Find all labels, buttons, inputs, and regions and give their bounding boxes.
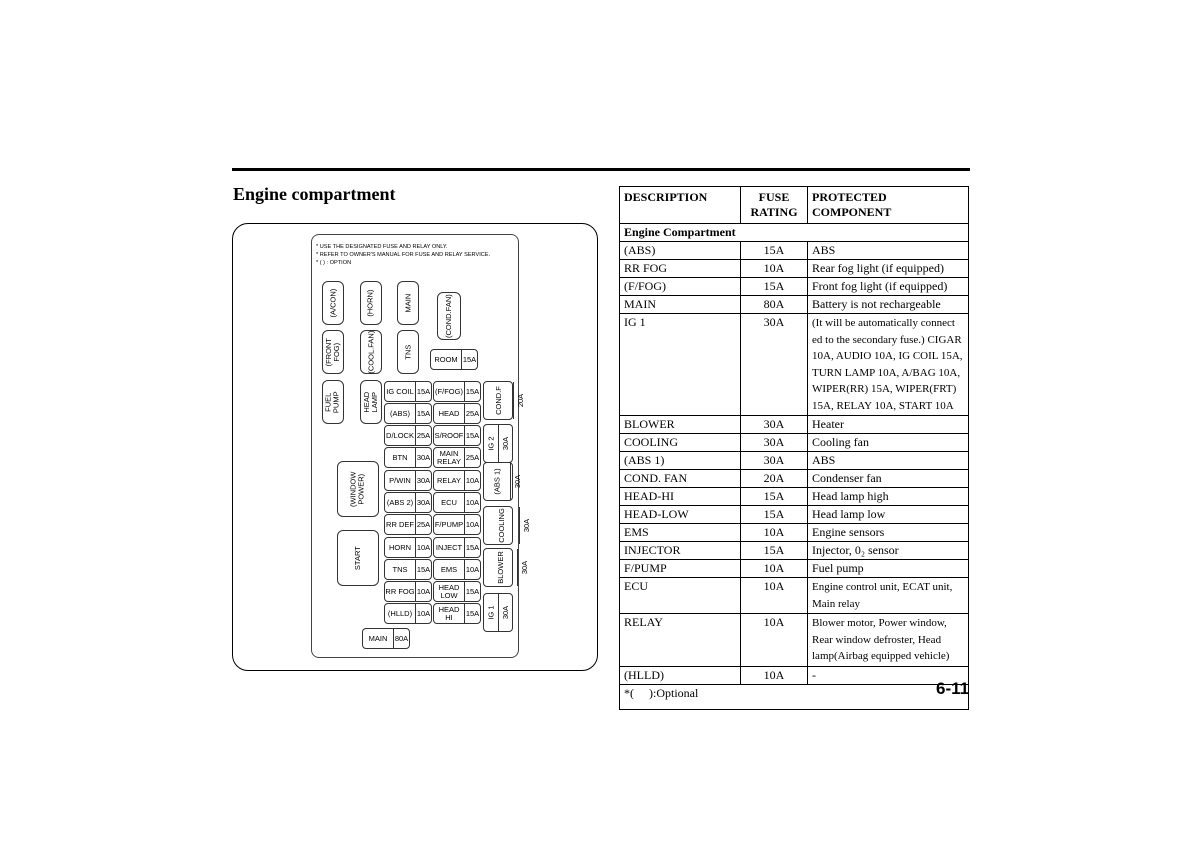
fuse-rating: 15A: [464, 426, 480, 445]
cell-component: Engine sensors: [808, 524, 969, 542]
fuse-rating: 30A: [415, 493, 431, 512]
fuse-label-text: IG 2: [486, 436, 496, 451]
cell-description: COOLING: [620, 434, 741, 452]
fuse-label: F/PUMP: [434, 519, 464, 529]
relay-horn: (HORN): [360, 281, 382, 325]
cell-component: Rear fog light (if equipped): [808, 260, 969, 278]
table-row: [620, 296, 969, 314]
cell-description: IG 1: [620, 314, 741, 416]
cell-component: Fuel pump: [808, 560, 969, 578]
fuse-rating: 10A: [415, 582, 431, 601]
cell-description: MAIN: [620, 296, 741, 314]
cell-description: HEAD-LOW: [620, 506, 741, 524]
table-row: [620, 242, 969, 260]
fuse-room: ROOM 15A: [430, 349, 478, 370]
fuse-vertical: [483, 593, 513, 632]
cell-description: RELAY: [620, 614, 741, 667]
fuse-left: [384, 603, 432, 624]
fuse-mid: [433, 581, 481, 602]
fuse-vertical: [483, 548, 529, 587]
cell-component: Head lamp low: [808, 506, 969, 524]
fuse-rating: [498, 425, 512, 462]
fuse-label: MAIN RELAY: [436, 449, 462, 466]
fuse-mid: [433, 603, 481, 624]
relay-fuel-pump: FUEL PUMP: [322, 380, 344, 424]
table-row: [620, 614, 969, 667]
cell-rating: 15A: [741, 242, 808, 260]
fuse-label-text: COND.F: [493, 386, 503, 415]
cell-rating: 80A: [741, 296, 808, 314]
table-row: [620, 314, 969, 416]
fuse-rating: 15A: [464, 538, 480, 557]
diagram-note: * REFER TO OWNER'S MANUAL FOR FUSE AND RELAY SERVICE.: [316, 252, 491, 258]
fuse-label: [484, 463, 510, 500]
fuse-mid: [433, 447, 481, 468]
fuse-rating: [510, 463, 524, 500]
fuse-label: (ABS): [389, 408, 410, 418]
cell-rating: 10A: [741, 666, 808, 684]
fuse-rating: 30A: [415, 448, 431, 467]
cell-description: ECU: [620, 578, 741, 614]
fuse-left: [384, 559, 432, 580]
fuse-vertical: [483, 381, 525, 420]
fuse-label-text: COOLING: [496, 508, 506, 543]
cell-rating: 15A: [741, 542, 808, 560]
cell-description: BLOWER: [620, 416, 741, 434]
fuse-vertical: [483, 506, 531, 545]
fuse-label: D/LOCK: [386, 430, 414, 440]
table-row: [620, 260, 969, 278]
diagram-note: * ( ) : OPTION: [316, 260, 352, 266]
cell-rating: 10A: [741, 578, 808, 614]
cell-description: F/PUMP: [620, 560, 741, 578]
cell-description: (F/FOG): [620, 278, 741, 296]
relay-head-lamp: HEAD LAMP: [360, 380, 382, 424]
fuse-rating: [517, 549, 531, 586]
fuse-rating: [519, 507, 533, 544]
fuse-label: HORN: [388, 542, 412, 552]
fuse-rating: 15A: [464, 604, 480, 623]
fuse-label: HEAD HI: [438, 605, 460, 622]
cell-component: Injector, 0₂ sensor: [808, 542, 969, 560]
header-component: PROTECTED COMPONENT: [808, 187, 969, 224]
section-title: Engine compartment: [233, 184, 396, 204]
cell-component: Condenser fan: [808, 470, 969, 488]
fuse-vertical: [483, 462, 523, 501]
fuse-label: S/ROOF: [434, 430, 464, 440]
relay-start: START: [337, 530, 379, 586]
fuse-label: INJECT: [435, 542, 463, 552]
cell-rating: 30A: [741, 314, 808, 416]
fuse-left: [384, 537, 432, 558]
relay-main: MAIN: [397, 281, 419, 325]
cell-rating: 15A: [741, 278, 808, 296]
fuse-label: [484, 425, 498, 462]
table-row: [620, 278, 969, 296]
group-title: Engine Compartment: [620, 224, 969, 242]
cell-rating: 15A: [741, 488, 808, 506]
fuse-left: [384, 492, 432, 513]
table-row: [620, 452, 969, 470]
fuse-label: EMS: [440, 564, 458, 574]
table-row: [620, 416, 969, 434]
cell-description: COND. FAN: [620, 470, 741, 488]
cell-rating: 10A: [741, 524, 808, 542]
cell-rating: 30A: [741, 434, 808, 452]
fuse-label: [484, 549, 517, 586]
fuse-label: [484, 382, 513, 419]
fuse-label: IG COIL: [386, 386, 414, 396]
cell-description: (ABS 1): [620, 452, 741, 470]
cell-component: Blower motor, Power window, Rear window defroster, Head lamp(Airbag equipped vehicle): [808, 614, 969, 667]
fuse-mid: [433, 559, 481, 580]
cell-component: Cooling fan: [808, 434, 969, 452]
table-row: [620, 434, 969, 452]
fuse-mid: [433, 514, 481, 535]
cell-component: Front fog light (if equipped): [808, 278, 969, 296]
cell-rating: 30A: [741, 452, 808, 470]
fuse-rating: 10A: [415, 604, 431, 623]
fuse-label: TNS: [392, 564, 408, 574]
relay-cool-fan: (COOL.FAN): [360, 330, 382, 374]
cell-component: Engine control unit, ECAT unit, Main relay: [808, 578, 969, 614]
header-rating: FUSE RATING: [741, 187, 808, 224]
cell-description: HEAD-HI: [620, 488, 741, 506]
fuse-label: ECU: [441, 497, 457, 507]
fuse-label: (ABS 2): [386, 497, 414, 507]
fuse-label: P/WIN: [389, 475, 411, 485]
cell-rating: 20A: [741, 470, 808, 488]
fuse-mid: [433, 537, 481, 558]
cell-description: INJECTOR: [620, 542, 741, 560]
cell-rating: 10A: [741, 560, 808, 578]
fuse-rating: 10A: [415, 538, 431, 557]
table-row: [620, 542, 969, 560]
fuse-mid: [433, 381, 481, 402]
fuse-rating-text: 30A: [513, 474, 523, 489]
fuse-label: RR DEF: [386, 519, 414, 529]
cell-description: (ABS): [620, 242, 741, 260]
fuse-main: MAIN 80A: [362, 628, 410, 649]
relay-cond-fan: (COND.FAN): [437, 292, 461, 340]
cell-description: EMS: [620, 524, 741, 542]
cell-component: Heater: [808, 416, 969, 434]
fuse-rating-text: 30A: [501, 436, 511, 451]
fuse-label: HEAD: [438, 408, 460, 418]
table-row: [620, 506, 969, 524]
fuse-label: HEAD LOW: [438, 583, 460, 600]
cell-component: ABS: [808, 242, 969, 260]
fuse-rating: 25A: [415, 426, 431, 445]
fuse-rating: 10A: [464, 515, 480, 534]
fuse-left: [384, 514, 432, 535]
cell-rating: 10A: [741, 260, 808, 278]
fuse-rating: 10A: [464, 493, 480, 512]
diagram-note: * USE THE DESIGNATED FUSE AND RELAY ONLY.: [316, 244, 448, 250]
table-header-row: [620, 187, 969, 224]
fuse-label: [484, 594, 498, 631]
fuse-rating: 15A: [464, 382, 480, 401]
footnote-row: [620, 684, 969, 709]
fuse-label: [484, 507, 519, 544]
relay-tns: TNS: [397, 330, 419, 374]
fuse-label: RELAY: [436, 475, 462, 485]
table-row: [620, 560, 969, 578]
fuse-mid: [433, 492, 481, 513]
table-row: [620, 524, 969, 542]
fuse-left: [384, 403, 432, 424]
relay-window-power: (WINDOW POWER): [337, 461, 379, 517]
group-row: [620, 224, 969, 242]
fuse-rating: 25A: [464, 448, 480, 467]
fuse-rating: 15A: [415, 382, 431, 401]
fuse-mid: [433, 470, 481, 491]
fuse-rating: [498, 594, 512, 631]
table-footnote: *( ):Optional: [620, 684, 969, 709]
fuse-left: [384, 581, 432, 602]
page-number: 6-11: [936, 679, 970, 698]
relay-acon: (A/CON): [322, 281, 344, 325]
fuse-label: RR FOG: [385, 586, 415, 596]
fuse-rating-text: 30A: [501, 605, 511, 620]
fuse-rating: 25A: [415, 515, 431, 534]
cell-rating: 10A: [741, 614, 808, 667]
fuse-label-text: IG 1: [486, 605, 496, 620]
cell-component: (It will be automatically connect ed to the secondary fuse.) CIGAR 10A, AUDIO 10A, IG COIL 15A, TURN LAMP 10A, A/BAG 10A, WIPER(RR) 15A, WIPER(FRT) 15A, RELAY 10A, START 10A: [808, 314, 969, 416]
fuse-rating: 10A: [464, 471, 480, 490]
cell-component: ABS: [808, 452, 969, 470]
fuse-label-text: BLOWER: [495, 551, 505, 584]
fuse-vertical: [483, 424, 513, 463]
relay-front-fog: (FRONT FOG): [322, 330, 344, 374]
fuse-left: [384, 425, 432, 446]
fuse-rating-text: 30A: [521, 518, 531, 533]
table-row: [620, 578, 969, 614]
header-description: DESCRIPTION: [620, 187, 741, 224]
table-row: [620, 470, 969, 488]
fuse-rating-text: 30A: [519, 560, 529, 575]
table-row: [620, 488, 969, 506]
fuse-rating: 15A: [464, 582, 480, 601]
cell-rating: 15A: [741, 506, 808, 524]
fuse-mid: [433, 425, 481, 446]
table-row: [620, 666, 969, 684]
cell-component: -: [808, 666, 969, 684]
cell-component: Head lamp high: [808, 488, 969, 506]
top-rule: [232, 168, 970, 171]
cell-description: RR FOG: [620, 260, 741, 278]
cell-description: (HLLD): [620, 666, 741, 684]
cell-component: Battery is not rechargeable: [808, 296, 969, 314]
fuse-label-text: (ABS 1): [492, 468, 502, 495]
fuse-rating: 30A: [415, 471, 431, 490]
fuse-mid: [433, 403, 481, 424]
fuse-left: [384, 381, 432, 402]
fuse-label: BTN: [392, 452, 408, 462]
cell-rating: 30A: [741, 416, 808, 434]
fuse-rating: 15A: [415, 560, 431, 579]
fuse-left: [384, 447, 432, 468]
fuse-label: (F/FOG): [435, 386, 463, 396]
fuse-table: [619, 186, 969, 710]
fuse-rating: 25A: [464, 404, 480, 423]
fuse-left: [384, 470, 432, 491]
fuse-rating: [513, 382, 527, 419]
fuse-rating-text: 20A: [515, 393, 525, 408]
fuse-label: (HLLD): [387, 608, 413, 618]
fuse-rating: 15A: [415, 404, 431, 423]
fuse-rating: 10A: [464, 560, 480, 579]
